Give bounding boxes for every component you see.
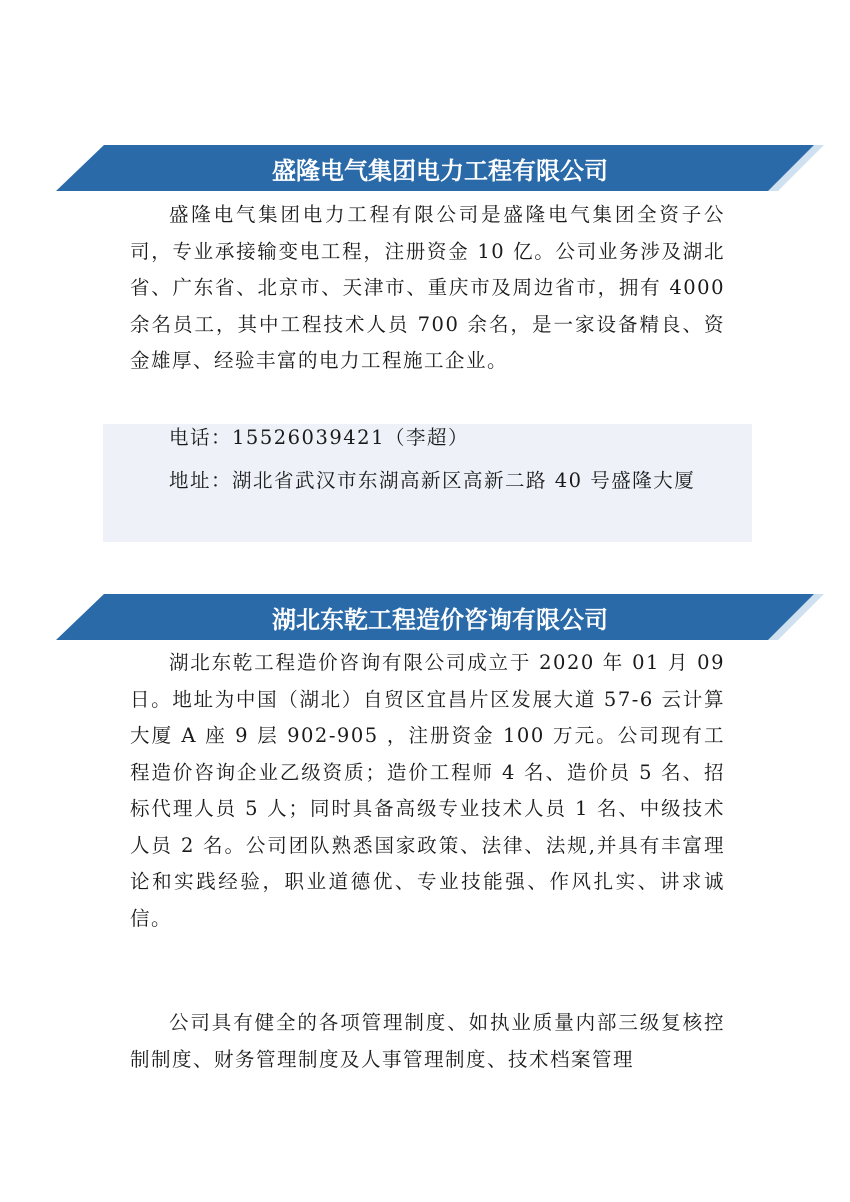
company-description: 湖北东乾工程造价咨询有限公司成立于 2020 年 01 月 09 日。地址为中国（湖北）自贸区宜昌片区发展大道 57-6 云计算大厦 A 座 9 层 902-905 ，注册资金 100 万元。公司现有工程造价咨询企业乙级资质；造价工程师 4 名、造价员 5 名、招标代理人员 5 人；同时具备高级专业技术人员 1 名、中级技术人员 2 名。公司团队熟悉国家政策、法律、法规,并具有丰富理论和实践经验，职业道德优、专业技能强、作风扎实、讲求诚信。: [130, 651, 725, 930]
section-title: 湖北东乾工程造价咨询有限公司: [272, 605, 608, 634]
section-banner-1: [56, 145, 824, 191]
company-description: 盛隆电气集团电力工程有限公司是盛隆电气集团全资子公司，专业承接输变电工程，注册资金 10 亿。公司业务涉及湖北省、广东省、北京市、天津市、重庆市及周边省市，拥有 4000 余名员工，其中工程技术人员 700 余名，是一家设备精良、资金雄厚、经验丰富的电力工程施工企业。: [130, 203, 725, 372]
section-title: 盛隆电气集团电力工程有限公司: [272, 156, 608, 185]
address-line: 地址：湖北省武汉市东湖高新区高新二路 40 号盛隆大厦: [169, 469, 696, 492]
management-paragraph: 公司具有健全的各项管理制度、如执业质量内部三级复核控制制度、财务管理制度及人事管理制度、技术档案管理: [130, 1011, 725, 1071]
phone-line: 电话：15526039421（李超）: [169, 426, 469, 449]
section-banner-2: [56, 594, 824, 640]
